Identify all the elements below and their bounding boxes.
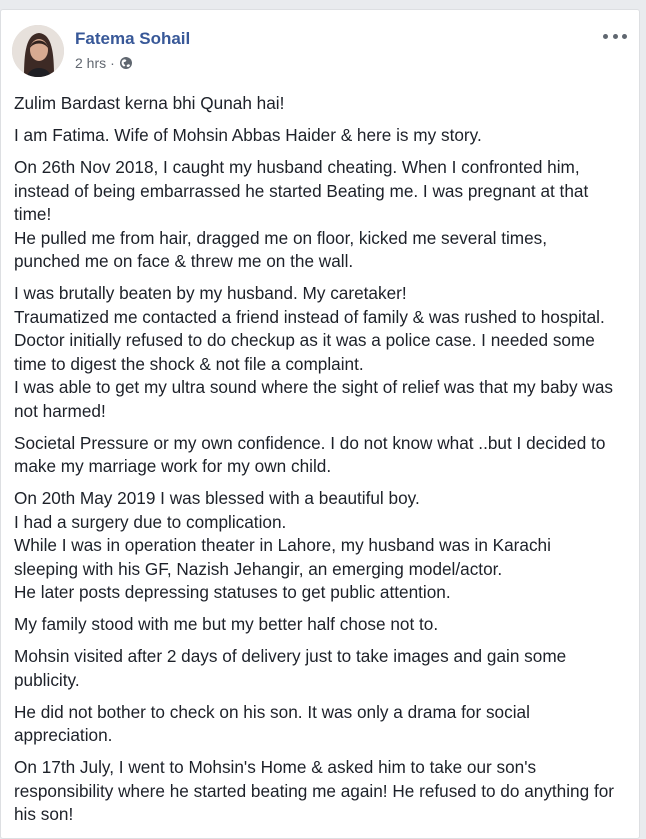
avatar-portrait-icon [12, 25, 64, 77]
meta-separator: · [110, 55, 115, 71]
post-header [1, 10, 639, 80]
text-line: My family stood with me but my better half chose not to. [14, 614, 439, 634]
post-paragraph-7 [14, 613, 634, 637]
more-dot-3 [622, 34, 627, 39]
post-paragraph-3 [14, 156, 634, 274]
text-line: I was brutally beaten by my husband. My caretaker! [14, 283, 407, 303]
post-paragraph-8 [14, 645, 634, 692]
text-line: I had a surgery due to complication. [14, 511, 287, 532]
text-line: appreciation. [14, 725, 113, 745]
text-line: Societal Pressure or my own confidence. I do not know what ..but I decided to [14, 432, 606, 453]
more-dot-2 [613, 34, 618, 39]
facebook-post [0, 9, 640, 839]
author-avatar[interactable] [12, 25, 64, 77]
text-line: make my marriage work for my own child. [14, 456, 332, 476]
author-name[interactable]: Fatema Sohail [75, 29, 191, 48]
text-line: On 26th Nov 2018, I caught my husband cheating. When I confronted him, [14, 157, 580, 177]
text-line: responsibility where he started beating me again! He refused to do anything for [14, 780, 615, 801]
text-line: publicity. [14, 669, 80, 690]
post-meta [75, 55, 133, 71]
text-line: instead of being embarrassed he started Beating me. I was pregnant at that [14, 180, 589, 201]
post-paragraph-6 [14, 487, 634, 605]
text-line: He pulled me from hair, dragged me on floor, kicked me several times, [14, 227, 548, 248]
text-line: On 20th May 2019 I was blessed with a beautiful boy. [14, 488, 420, 508]
post-paragraph-1 [14, 92, 634, 116]
post-time[interactable]: 2 hrs [75, 55, 107, 71]
text-line: He later posts depressing statuses to get public attention. [14, 582, 451, 602]
text-line: While I was in operation theater in Lahore, my husband was in Karachi [14, 535, 551, 555]
text-line: He did not bother to check on his son. It was only a drama for social [14, 701, 530, 722]
text-line: On 17th July, I went to Mohsin's Home & asked him to take our son's [14, 757, 537, 777]
globe-icon[interactable] [119, 56, 133, 70]
text-line: I was able to get my ultra sound where the sight of relief was that my baby was [14, 377, 613, 397]
text-line: sleeping with his GF, Nazish Jehangir, an emerging model/actor. [14, 558, 503, 579]
text-line: not harmed! [14, 400, 106, 421]
post-paragraph-4 [14, 282, 634, 423]
text-line: time to digest the shock & not file a complaint. [14, 353, 364, 374]
text-line: time! [14, 204, 52, 224]
post-text [14, 92, 634, 835]
text-line: Zulim Bardast kerna bhi Qunah hai! [14, 93, 285, 113]
text-line: his son! [14, 804, 74, 824]
post-paragraph-9 [14, 701, 634, 748]
text-line: Mohsin visited after 2 days of delivery just to take images and gain some [14, 646, 567, 666]
post-paragraph-10 [14, 756, 634, 827]
text-line: Traumatized me contacted a friend instead of family & was rushed to hospital. [14, 306, 605, 327]
more-options-icon[interactable] [603, 28, 627, 44]
text-line: I am Fatima. Wife of Mohsin Abbas Haider & here is my story. [14, 125, 482, 145]
post-paragraph-5 [14, 432, 634, 479]
post-paragraph-2 [14, 124, 634, 148]
text-line: punched me on face & threw me on the wall. [14, 251, 354, 271]
more-dot-1 [603, 34, 608, 39]
text-line: Doctor initially refused to do checkup as it was a police case. I needed some [14, 330, 595, 350]
